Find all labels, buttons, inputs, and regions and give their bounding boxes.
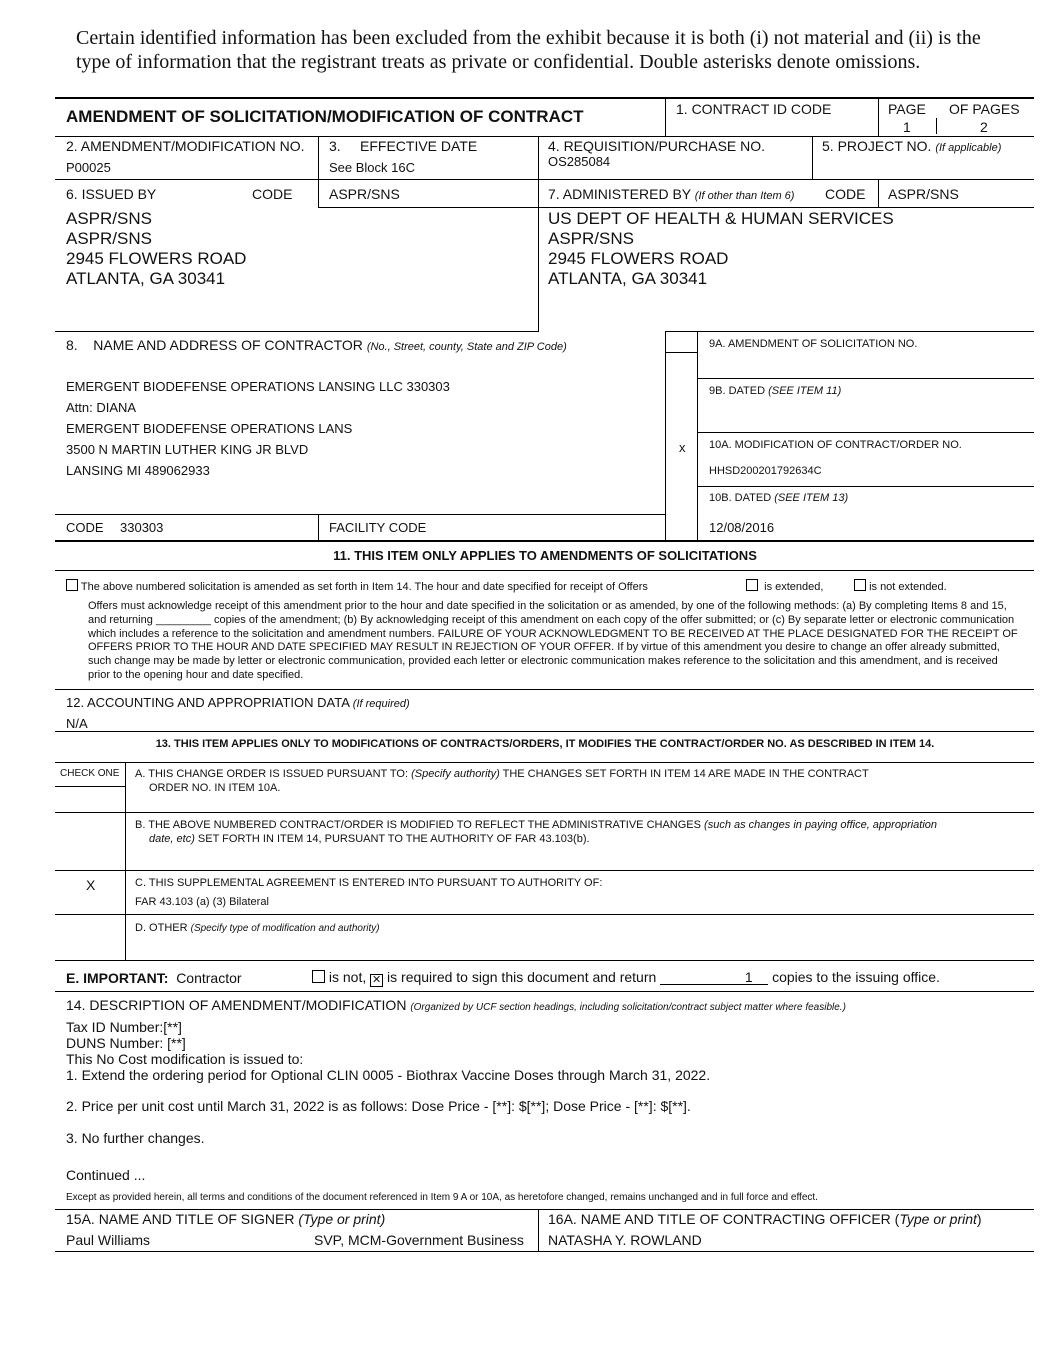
important-line: E. IMPORTANT: Contractor [66,970,242,986]
contractor-code-label: CODE [66,520,104,535]
contractor-address: EMERGENT BIODEFENSE OPERATIONS LANSING LLC 330303 Attn: DIANA EMERGENT BIODEFENSE OPERATIONS LANS 3500 N MARTIN LUTHER KING JR BLVD LANSING MI 489062933 [66,379,450,478]
accounting-data-value: N/A [66,716,88,731]
is-extended-checkbox[interactable] [746,579,758,591]
total-pages: 2 [980,119,988,135]
solicitation-amended-checkbox[interactable] [66,579,78,591]
is-not-extended-option: is not extended. [854,579,947,594]
issued-by-address: ASPR/SNS ASPR/SNS 2945 FLOWERS ROAD ATLANTA, GA 30341 [66,209,247,288]
description-body: Tax ID Number:[**] DUNS Number: [**] This No Cost modification is issued to: 1. Extend the ordering period for Optional CLIN 0005 - Biothrax Vaccine Doses through March 31, 2022. [66,1019,711,1083]
project-no-label: 5. PROJECT NO. (If applicable) [822,138,1002,154]
item-11-solicitation-line: The above numbered solicitation is amended as set forth in Item 14. The hour and date specified for receipt of Offers [66,579,648,594]
item-11-instructions: Offers must acknowledge receipt of this amendment prior to the hour and date specified in the solicitation or as amended, by one of the following methods: (a) By completing Items 8 and 15, and returning _________ copies of the amendment; (b) By acknowledging receipt of this amendment on each copy of the offer submitted; or (c) By separate letter or electronic communication which includes a reference to the solicitation and amendment numbers. FAILURE OF YOUR ACKNOWLEDGMENT TO BE RECEIVED AT THE PLACE DESIGNATED FOR THE RECEIPT OF OFFERS PRIOR TO THE HOUR AND DATE SPECIFIED MAY RESULT IN REJECTION OF YOUR OFFER. If by virtue of this amendment you desire to change an offer already submitted, such change may be made by letter or electronic communication, provided each letter or electronic communication makes reference to the solicitation and this amendment, and is received prior to the opening hour and date specified. [88,600,1018,681]
description-no-changes: 3. No further changes. [66,1130,205,1146]
issued-by-code: ASPR/SNS [329,186,400,202]
issued-by-code-label: CODE [252,186,293,202]
page-label: PAGE [888,101,926,117]
item-13-d: D. OTHER (Specify type of modification and authority) [135,922,380,934]
is-extended-option: is extended, [746,579,823,594]
requisition-label: 4. REQUISITION/PURCHASE NO. [548,138,766,154]
description-price-line: 2. Price per unit cost until March 31, 2022 is as follows: Dose Price - [**]: $[**]; Dose Price - [**]: $[**]. [66,1098,691,1114]
item-11-title: 11. THIS ITEM ONLY APPLIES TO AMENDMENTS OF SOLICITATIONS [333,548,757,563]
check-one-label: CHECK ONE [60,768,120,779]
effective-date-value: See Block 16C [329,160,415,175]
continued-note: Continued ... [66,1167,146,1183]
modification-contract-value: HHSD200201792634C [709,465,822,477]
page-number: 1 [903,119,911,135]
signer-title: SVP, MCM-Government Business [314,1232,524,1248]
modification-checkbox-mark: x [679,440,686,455]
item-13-title: 13. THIS ITEM APPLIES ONLY TO MODIFICATIONS OF CONTRACTS/ORDERS, IT MODIFIES THE CONTRACT/ORDER NO. AS DESCRIBED IN ITEM 14. [155,738,935,750]
amendment-solicitation-label: 9A. AMENDMENT OF SOLICITATION NO. [709,338,918,350]
dated-10b-label: 10B. DATED (SEE ITEM 13) [709,492,849,504]
contracting-officer-label: 16A. NAME AND TITLE OF CONTRACTING OFFICER (Type or print) [548,1211,982,1227]
amendment-no-label: 2. AMENDMENT/MODIFICATION NO. [66,138,305,154]
signer-label: 15A. NAME AND TITLE OF SIGNER (Type or print) [66,1211,386,1227]
contractor-label: 8. NAME AND ADDRESS OF CONTRACTOR (No., Street, county, State and ZIP Code) [66,337,567,353]
contract-id-label: 1. CONTRACT ID CODE [676,101,832,117]
amendment-no-value: P00025 [66,160,111,175]
requisition-value: OS285084 [548,154,611,169]
item-13-a: A. THIS CHANGE ORDER IS ISSUED PURSUANT TO: (Specify authority) THE CHANGES SET FORTH IN ITEM 14 ARE MADE IN THE CONTRACT ORDER NO. IN ITEM 10A. [135,768,869,794]
form-title: AMENDMENT OF SOLICITATION/MODIFICATION OF CONTRACT [66,107,584,126]
copies-count: 1 [660,970,768,985]
effective-date-label: EFFECTIVE DATE [360,138,478,154]
administered-by-label: 7. ADMINISTERED BY (If other than Item 6) [548,186,795,202]
modification-contract-label: 10A. MODIFICATION OF CONTRACT/ORDER NO. [709,439,962,451]
administered-by-code: ASPR/SNS [888,186,959,202]
except-clause: Except as provided herein, all terms and conditions of the document referenced in Item 9 A or 10A, as heretofore changed, remains unchanged and in full force and effect. [66,1192,818,1203]
item-13-c: C. THIS SUPPLEMENTAL AGREEMENT IS ENTERED INTO PURSUANT TO AUTHORITY OF: [135,877,603,889]
item-13-b: B. THE ABOVE NUMBERED CONTRACT/ORDER IS MODIFIED TO REFLECT THE ADMINISTRATIVE CHANGES (such as changes in paying office, appropriation date, etc) SET FORTH IN ITEM 14, PURSUANT TO THE AUTHORITY OF FAR 43.103(b). [135,819,938,845]
dated-9b-label: 9B. DATED (SEE ITEM 11) [709,385,842,397]
contracting-officer-name: NATASHA Y. ROWLAND [548,1232,702,1248]
issued-by-label: 6. ISSUED BY [66,186,157,202]
facility-code-label: FACILITY CODE [329,520,427,535]
dated-10b-value: 12/08/2016 [709,520,775,535]
of-pages-label: OF PAGES [949,101,1020,117]
description-label: 14. DESCRIPTION OF AMENDMENT/MODIFICATION (Organized by UCF section headings, including solicitation/contract subject matter where feasible.) [66,997,846,1013]
administered-by-address: US DEPT OF HEALTH & HUMAN SERVICES ASPR/SNS 2945 FLOWERS ROAD ATLANTA, GA 30341 [548,209,894,288]
administered-by-code-label: CODE [825,186,866,202]
item-13-c-authority: FAR 43.103 (a) (3) Bilateral [135,896,269,908]
confidentiality-notice: Certain identified information has been excluded from the exhibit because it is both (i) not material and (ii) is the type of information that the registrant treats as private or confidential. Double asterisks denote omissions. [76,27,981,73]
is-required-checkbox[interactable]: ✕ [372,974,382,986]
effective-date-num: 3. [329,138,341,154]
item-13-c-mark: X [86,877,96,893]
accounting-data-label: 12. ACCOUNTING AND APPROPRIATION DATA (If required) [66,695,410,710]
contractor-code: 330303 [120,520,164,535]
signer-name: Paul Williams [66,1232,151,1248]
signature-required-line: is not, ✕ is required to sign this document and return 1 copies to the issuing office. [312,969,940,987]
is-not-extended-checkbox[interactable] [854,579,866,591]
is-not-checkbox[interactable] [312,970,325,983]
